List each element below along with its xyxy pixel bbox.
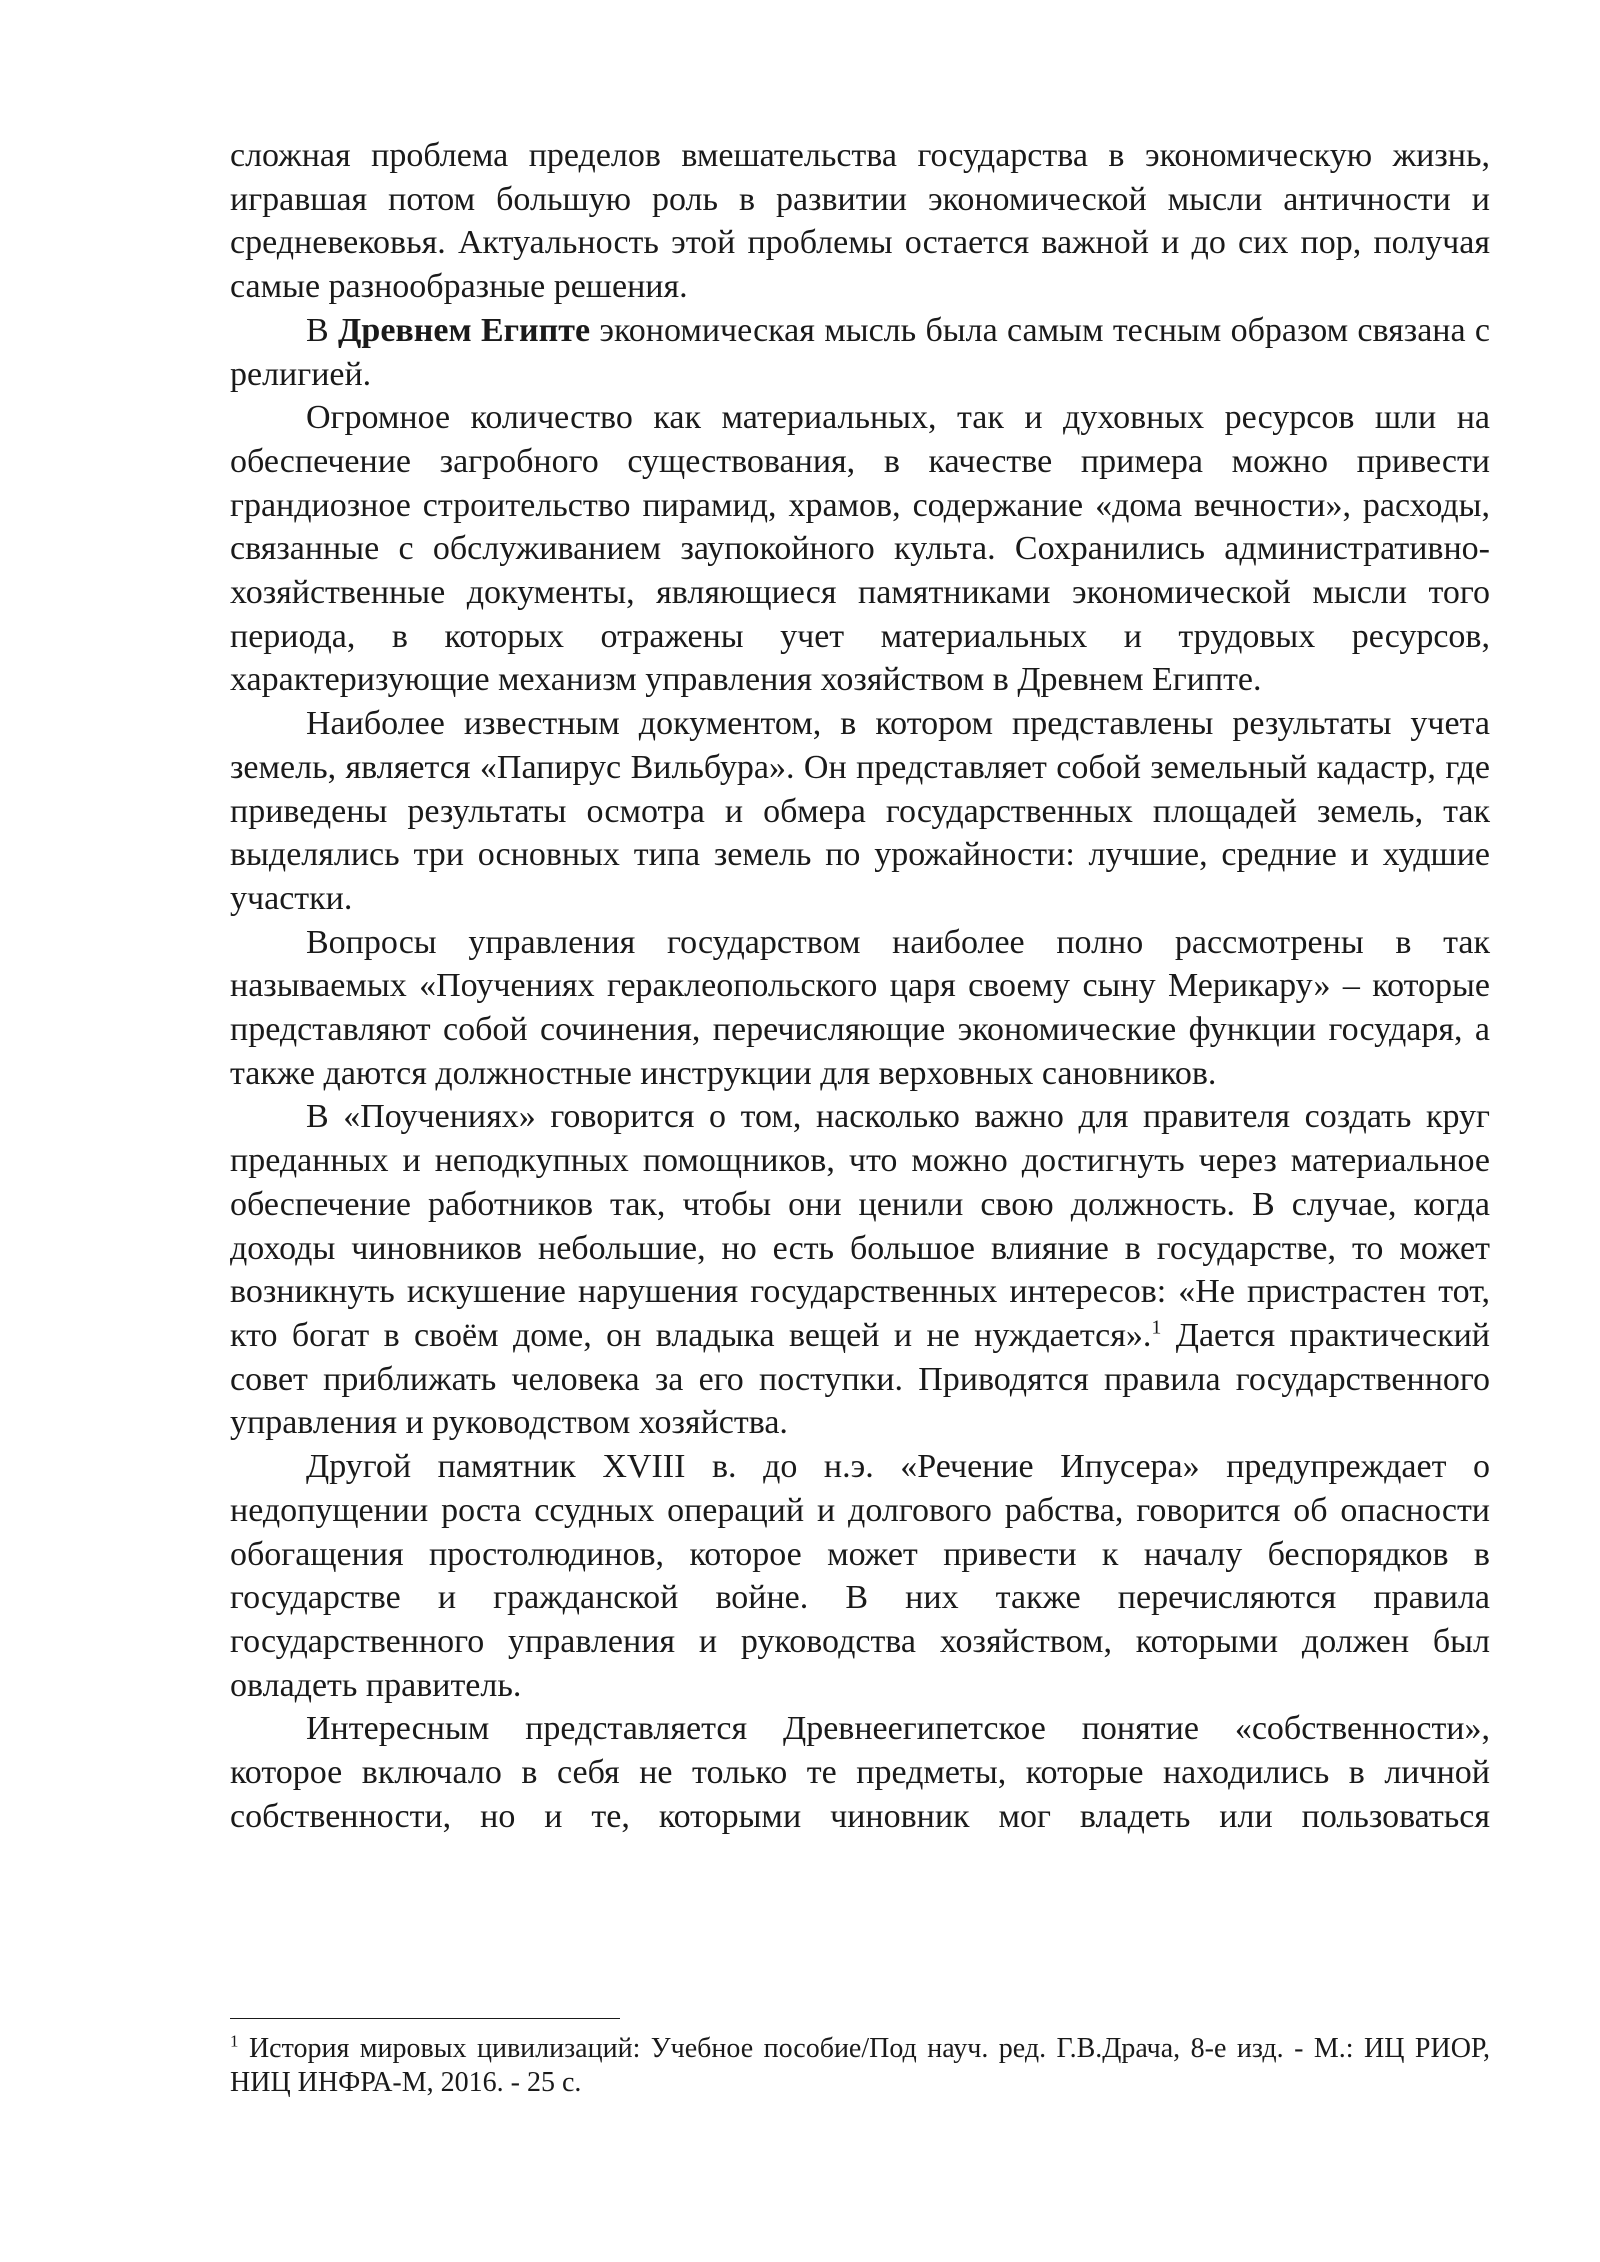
paragraph-7: Другой памятник XVIII в. до н.э. «Речение Ипусера» предупреждает о недопущении роста ссудных операций и долгового рабства, говорится об опасности обогащения простолюдинов, которое может привести к началу беспорядков в государстве и гражданской войне. В них также перечисляются правила государственного управления и руководства хозяйством, которыми должен был овладеть правитель. xyxy=(230,1448,1490,1704)
paragraph-5: Вопросы управления государством наиболее полно рассмотрены в так называемых «Поучениях гераклеопольского царя своему сыну Мерикару» – которые представляют собой сочинения, перечисляющие экономические функции государя, а также даются должностные инструкции для верховных сановников. xyxy=(230,923,1490,1092)
paragraph-6-rest: Дается практический совет приближать человека за его поступки. Приводятся правила государственного управления и руководством хозяйства. xyxy=(230,1316,1490,1442)
paragraph-6 xyxy=(230,1095,1490,1445)
paragraph-8: Интересным представляется Древнеегипетское понятие «собственности», которое включало в себя не только те предметы, которые находились в личной собственности, но и те, которыми чиновник мог владеть или пользоваться xyxy=(230,1710,1490,1835)
paragraph-1: сложная проблема пределов вмешательства государства в экономическую жизнь, игравшая потом большую роль в развитии экономической мысли античности и средневековья. Актуальность этой проблемы остается важной и до сих пор, получая самые разнообразные решения. xyxy=(230,137,1490,306)
body-text xyxy=(230,134,1490,1838)
footnote-mark: 1 xyxy=(230,2031,239,2051)
paragraph-2 xyxy=(230,309,1490,396)
footnote-separator xyxy=(230,2018,620,2019)
paragraph-6-text: В «Поучениях» говорится о том, насколько важно для правителя создать круг преданных и неподкупных помощников, что можно достигнуть через материальное обеспечение работников так, чтобы они ценили свою должность. В случае, когда доходы чиновников небольшие, но есть большое влияние в государстве, то может возникнуть искушение нарушения государственных интересов: «Не пристрастен тот, кто богат в своём доме, он владыка вещей и не нуждается». xyxy=(230,1098,1490,1354)
footnote-text: История мировых цивилизаций: Учебное пособие/Под науч. ред. Г.В.Драча, 8-е изд. - М.: ИЦ РИОР, НИЦ ИНФРА-М, 2016. - 25 с. xyxy=(230,2033,1490,2098)
paragraph-2-lead: В xyxy=(306,311,339,349)
paragraph-2-rest: экономическая мысль была самым тесным образом связана с религией. xyxy=(230,311,1490,393)
footnote xyxy=(230,2032,1490,2100)
bold-term-ancient-egypt: Древнем Египте xyxy=(338,311,591,349)
paragraph-4: Наиболее известным документом, в котором представлены результаты учета земель, является «Папирус Вильбура». Он представляет собой земельный кадастр, где приведены результаты осмотра и обмера государственных площадей земель, так выделялись три основных типа земель по урожайности: лучшие, средние и худшие участки. xyxy=(230,705,1490,917)
paragraph-3: Огромное количество как материальных, так и духовных ресурсов шли на обеспечение загробного существования, в качестве примера можно привести грандиозное строительство пирамид, храмов, содержание «дома вечности», расходы, связанные с обслуживанием заупокойного культа. Сохранились административно-хозяйственные документы, являющиеся памятниками экономической мысли того периода, в которых отражены учет материальных и трудовых ресурсов, характеризующие механизм управления хозяйством в Древнем Египте. xyxy=(230,399,1490,699)
footnote-reference[interactable]: 1 xyxy=(1151,1316,1162,1339)
